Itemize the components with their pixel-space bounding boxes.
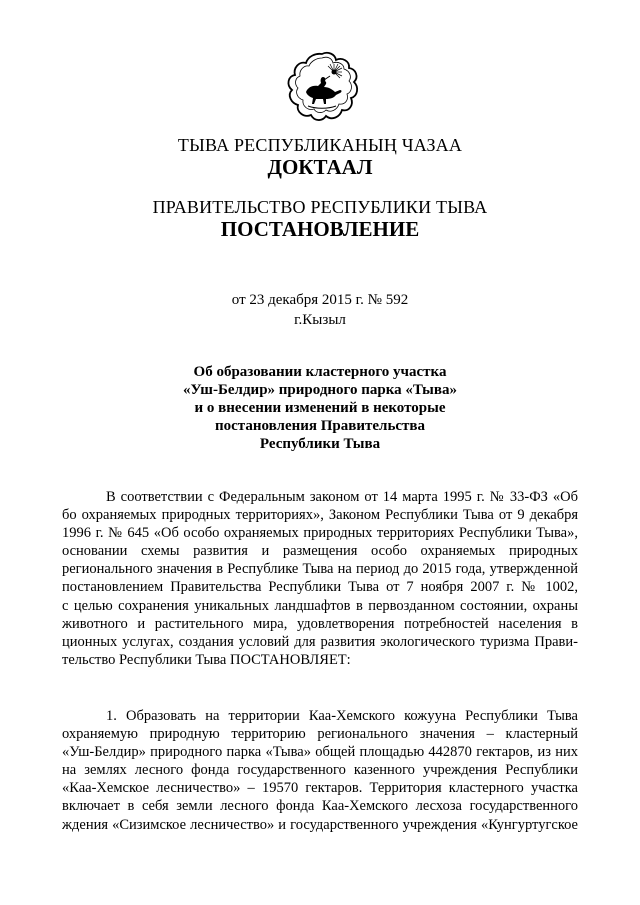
decree-date-number: от 23 декабря 2015 г. № 592	[231, 292, 409, 308]
paragraph-line: 1996 г. № 645 «Об особо охраняемых природных территориях Республики Тыва»,	[62, 525, 578, 542]
decree-city: г.Кызыл	[294, 312, 346, 328]
paragraph-line: ционных услугах, создания условий для развития экологического туризма Прави-	[62, 633, 578, 650]
paragraph-line: охраняемую природную территорию регионального значения – кластерный	[62, 726, 578, 743]
paragraph-line: 1. Образовать на территории Каа-Хемского кожууна Республики Тыва	[106, 708, 578, 724]
paragraph-line: «Уш-Белдир» природного парка «Тыва» общей площадью 442870 гектаров, из них	[62, 744, 578, 761]
government-title: ПРАВИТЕЛЬСТВО РЕСПУБЛИКИ ТЫВА	[152, 197, 488, 217]
subject-line: постановления Правительства	[215, 418, 425, 434]
paragraph-line: с целью сохранения уникальных ландшафтов в первозданном состоянии, охраны	[62, 597, 578, 614]
paragraph-line: основании схемы развития и размещения особо охраняемых природных	[62, 543, 578, 560]
tuva-government-title: ТЫВА РЕСПУБЛИКАНЫҢ ЧАЗАА	[177, 135, 463, 155]
clause-1-paragraph	[62, 707, 578, 834]
subject-line: Об образовании кластерного участка	[193, 364, 447, 380]
paragraph-line: бо охраняемых природных территориях», Законом Республики Тыва от 9 декабря	[62, 507, 578, 524]
tuva-decree-heading: ДОКТААЛ	[267, 155, 373, 179]
paragraph-line: животного и растительного мира, удовлетворения потребностей населения в	[62, 615, 578, 632]
tuva-coat-of-arms-icon	[284, 50, 360, 128]
paragraph-line: В соответствии с Федеральным законом от 14 марта 1995 г. № 33-ФЗ «Об	[106, 489, 578, 505]
subject-line: и о внесении изменений в некоторые	[194, 400, 446, 416]
paragraph-line: регионального значения в Республике Тыва на период до 2015 года, утвержденной	[62, 561, 578, 578]
paragraph-line: тельство Республики Тыва ПОСТАНОВЛЯЕТ:	[62, 651, 351, 668]
preamble-paragraph	[62, 488, 578, 669]
decree-heading: ПОСТАНОВЛЕНИЕ	[220, 217, 420, 241]
paragraph-line: включает в себя земли лесного фонда Каа-Хемского лесхоза государственного	[62, 798, 578, 815]
paragraph-line: ждения «Сизимское лесничество» и государственного учреждения «Кунгуртугское	[62, 816, 578, 833]
paragraph-line: постановлением Правительства Республики Тыва от 7 ноября 2007 г. № 1002,	[62, 579, 578, 596]
subject-line: «Уш-Белдир» природного парка «Тыва»	[183, 382, 457, 398]
subject-line: Республики Тыва	[259, 436, 381, 452]
paragraph-line: на землях лесного фонда государственного казенного учреждения Республики	[62, 762, 578, 779]
paragraph-line: «Каа-Хемское лесничество» – 19570 гектаров. Территория кластерного участка	[62, 780, 578, 797]
